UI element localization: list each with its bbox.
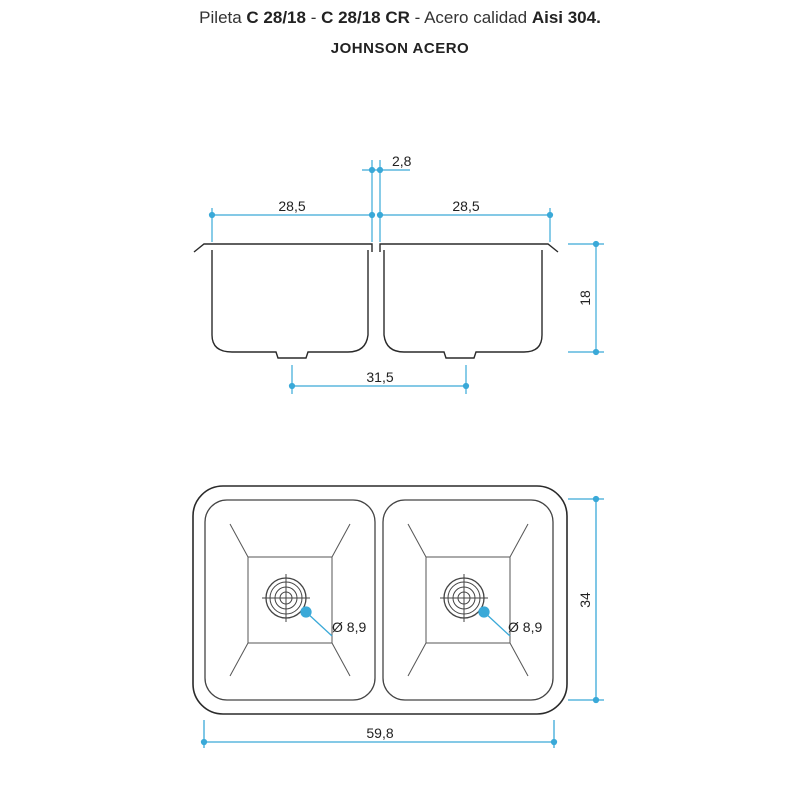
top-left-bowl xyxy=(205,500,375,700)
side-view xyxy=(194,244,558,358)
title-part: - Acero calidad xyxy=(409,8,532,27)
top-view xyxy=(193,486,567,714)
top-outer-rim xyxy=(193,486,567,714)
title-part: Aisi 304. xyxy=(531,8,601,27)
title-part: Pileta xyxy=(199,8,247,27)
dim-divider-label: 2,8 xyxy=(392,153,412,169)
dim-drain-spacing-label: 31,5 xyxy=(366,369,394,385)
dim-width-label: 59,8 xyxy=(366,725,394,741)
side-left-bowl xyxy=(212,250,368,358)
dim-right-bowl-label: 28,5 xyxy=(452,198,480,214)
top-right-bowl-bottom xyxy=(426,557,510,643)
top-dimensions xyxy=(202,497,605,749)
title-part: C 28/18 xyxy=(246,8,306,27)
dim-right-drain-label: Ø 8,9 xyxy=(508,619,543,635)
top-left-bowl-bottom xyxy=(248,557,332,643)
brand-name: JOHNSON ACERO xyxy=(330,40,470,57)
side-rim-right xyxy=(380,244,558,252)
side-right-bowl xyxy=(384,250,542,358)
top-right-bowl xyxy=(383,500,553,700)
dim-depth-label: 18 xyxy=(577,290,593,306)
dim-left-drain-label: Ø 8,9 xyxy=(332,619,367,635)
title-part: - xyxy=(305,8,322,27)
side-dimensions xyxy=(210,160,605,394)
side-rim-left xyxy=(194,244,372,252)
title-part: C 28/18 CR xyxy=(321,8,410,27)
dim-height-label: 34 xyxy=(577,592,593,608)
dim-left-bowl-label: 28,5 xyxy=(278,198,306,214)
